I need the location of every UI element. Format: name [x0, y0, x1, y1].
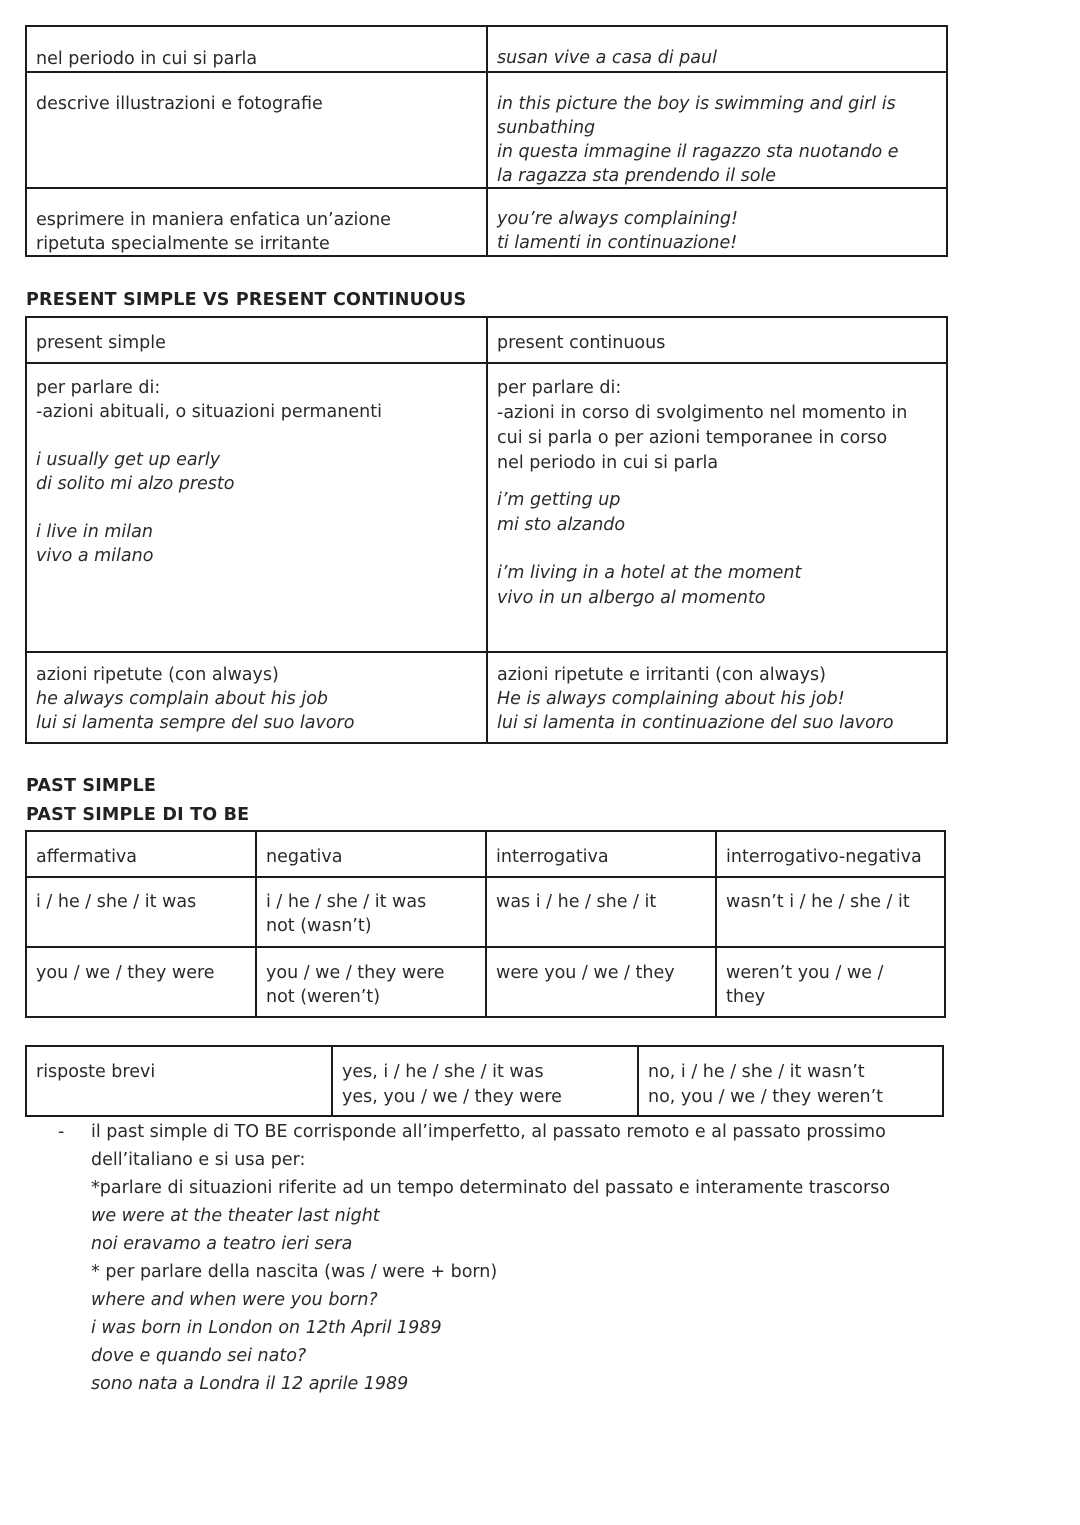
present-comparison-table — [25, 316, 948, 744]
table-cell: wasn’t i / he / she / it — [726, 892, 910, 912]
table-cell: i / he / she / it was not (wasn’t) — [266, 892, 427, 936]
note-example: dove e quando sei nato? — [91, 1346, 307, 1366]
notes-block — [91, 1118, 890, 1398]
column-header-present-simple: present simple — [36, 333, 166, 353]
short-answers-label: risposte brevi — [36, 1062, 156, 1082]
example-cell: in this picture the boy is swimming and girl is sunbathing in questa immagine il ragazzo sta nuotando e la ragazza sta prendendo il sole — [497, 94, 899, 186]
column-header-present-continuous: present continuous — [497, 333, 666, 353]
usage-table — [25, 25, 948, 257]
table-cell: was i / he / she / it — [496, 892, 657, 912]
note-line: il past simple di TO BE corrisponde all’imperfetto, al passato remoto e al passato prossimo — [91, 1122, 886, 1142]
note-line: *parlare di situazioni riferite ad un tempo determinato del passato e interamente trascorso — [91, 1178, 891, 1198]
present-continuous-uses: per parlare di: -azioni in corso di svolgimento nel momento in cui si parla o per azioni temporanee in corso nel periodo in cui si parla i’m getting up mi sto alzando i’m living in a hotel at the moment vivo in un albergo al momento — [497, 378, 908, 608]
usage-cell: descrive illustrazioni e fotografie — [36, 94, 323, 114]
table-cell: i / he / she / it was — [36, 892, 197, 912]
note-example: noi eravamo a teatro ieri sera — [91, 1234, 353, 1254]
to-be-conjugation-table — [25, 830, 946, 1018]
header-affermativa: affermativa — [36, 847, 138, 867]
present-continuous-always: azioni ripetute e irritanti (con always) He is always complaining about his job! lui si lamenta in continuazione del suo lavoro — [497, 665, 894, 733]
table-cell: weren’t you / we / they — [726, 963, 884, 1007]
header-interrogativa: interrogativa — [496, 847, 609, 867]
section-heading-present: PRESENT SIMPLE VS PRESENT CONTINUOUS — [26, 290, 467, 310]
note-line: dell’italiano e si usa per: — [91, 1150, 306, 1170]
short-answers-table — [25, 1045, 944, 1117]
note-example: where and when were you born? — [91, 1290, 378, 1310]
short-answers-yes: yes, i / he / she / it was yes, you / we / they were — [342, 1062, 562, 1107]
note-line: * per parlare della nascita (was / were + born) — [91, 1262, 498, 1282]
bullet-marker: - — [58, 1122, 65, 1142]
present-simple-always: azioni ripetute (con always) he always complain about his job lui si lamenta sempre del suo lavoro — [36, 665, 355, 733]
note-example: sono nata a Londra il 12 aprile 1989 — [91, 1374, 409, 1394]
table-cell: you / we / they were not (weren’t) — [266, 963, 445, 1007]
section-heading-past-simple: PAST SIMPLE — [26, 776, 157, 796]
example-cell: susan vive a casa di paul — [497, 48, 717, 68]
usage-cell: nel periodo in cui si parla — [36, 49, 258, 69]
table-cell: were you / we / they — [496, 963, 675, 983]
short-answers-no: no, i / he / she / it wasn’t no, you / we / they weren’t — [648, 1062, 884, 1107]
usage-cell: esprimere in maniera enfatica un’azione ripetuta specialmente se irritante — [36, 210, 391, 254]
present-simple-uses: per parlare di: -azioni abituali, o situazioni permanenti i usually get up early di solito mi alzo presto i live in milan vivo a milano — [36, 378, 382, 566]
header-interrogativo-negativa: interrogativo-negativa — [726, 847, 922, 867]
header-negativa: negativa — [266, 847, 343, 867]
table-cell: you / we / they were — [36, 963, 215, 983]
example-cell: you’re always complaining! ti lamenti in continuazione! — [497, 209, 739, 253]
note-example: i was born in London on 12th April 1989 — [91, 1318, 442, 1338]
note-example: we were at the theater last night — [91, 1206, 380, 1226]
section-heading-past-simple-to-be: PAST SIMPLE DI TO BE — [26, 805, 250, 825]
